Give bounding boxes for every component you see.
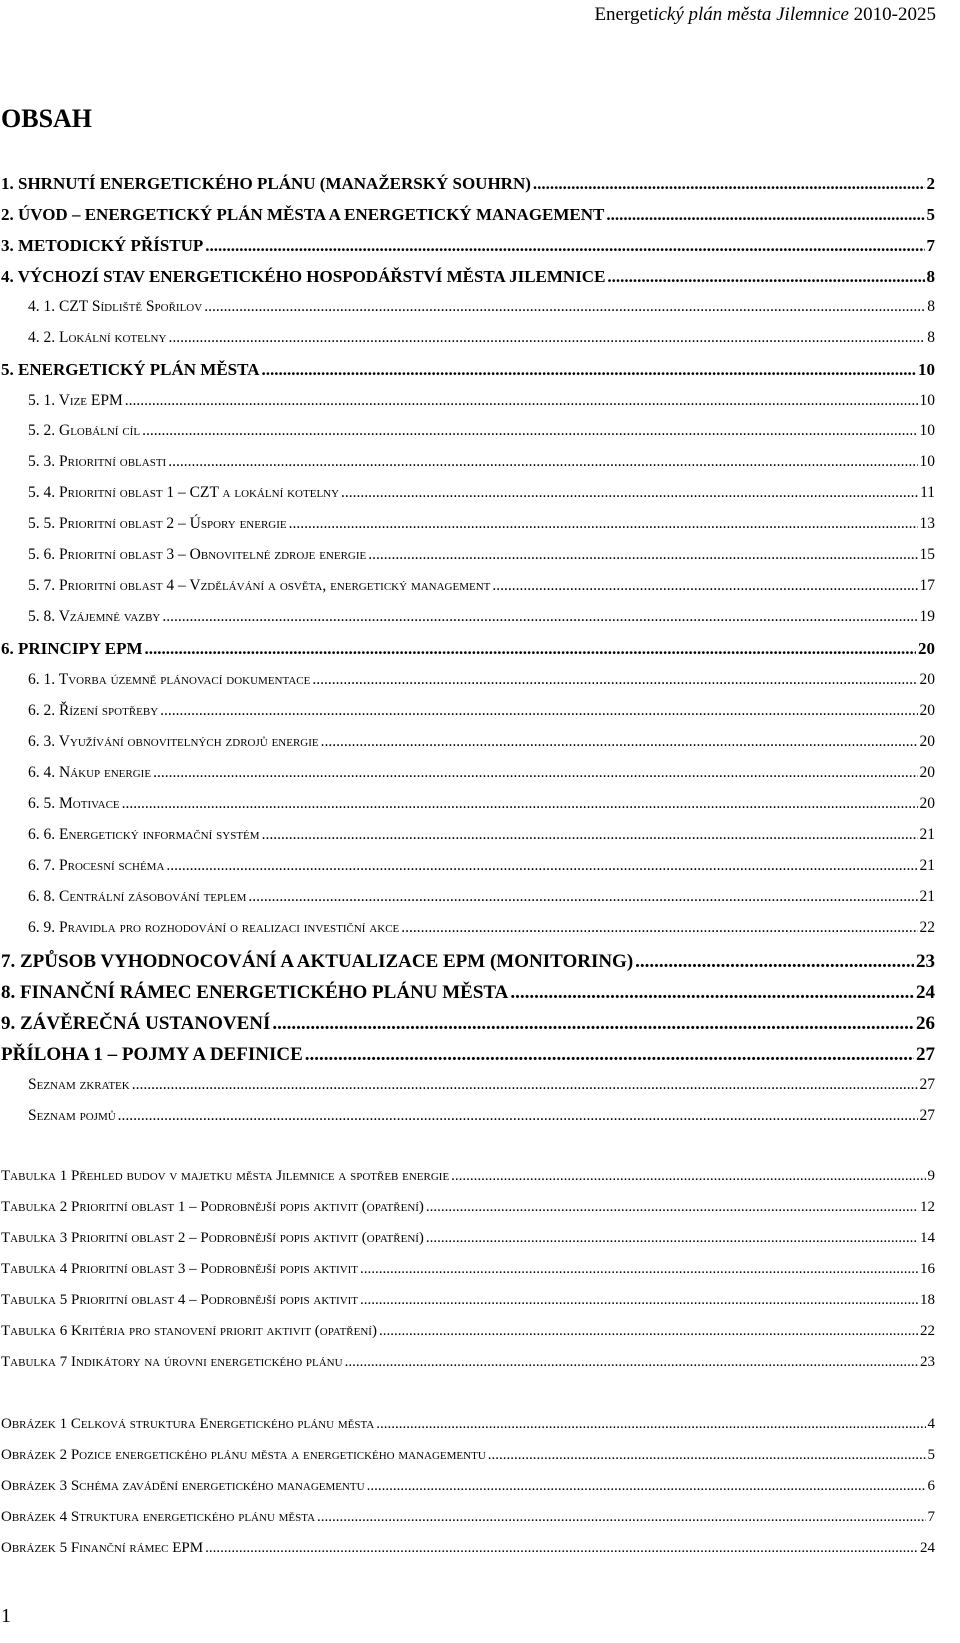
running-header-part2: ický plán města Jilemnice — [653, 4, 849, 25]
table-of-contents — [1, 0, 935, 1643]
toc-entry[interactable] — [28, 453, 935, 475]
toc-entry-label: 6. 5. Motivace — [28, 795, 120, 812]
toc-entry[interactable] — [1, 951, 935, 973]
toc-entry-page: 20 — [919, 671, 935, 688]
toc-entry[interactable] — [1, 267, 935, 289]
toc-dot-leader — [401, 919, 917, 937]
toc-entry-label: Tabulka 2 Prioritní oblast 1 – Podrobnější popis aktivit (opatření) — [1, 1199, 424, 1215]
toc-entry-label: 6. 8. Centrální zásobování teplem — [28, 888, 247, 905]
toc-entry-label: Obrázek 1 Celková struktura Energetického plánu města — [1, 1416, 375, 1432]
toc-entry[interactable] — [1, 1447, 935, 1469]
toc-entry-label: 5. 1. Vize EPM — [28, 392, 123, 409]
toc-heading: OBSAH — [1, 104, 93, 133]
toc-dot-leader — [168, 329, 925, 347]
toc-entry[interactable] — [28, 515, 935, 537]
toc-dot-leader — [166, 857, 917, 875]
toc-dot-leader — [312, 671, 917, 689]
toc-dot-leader — [451, 1168, 925, 1185]
toc-dot-leader — [606, 205, 924, 225]
toc-entry-label: Obrázek 4 Struktura energetického plánu města — [1, 1509, 316, 1525]
toc-entry-label: 6. 4. Nákup energie — [28, 764, 152, 781]
toc-entry-page: 21 — [919, 826, 935, 843]
toc-entry-page: 11 — [920, 484, 935, 501]
toc-entry-label: Tabulka 3 Prioritní oblast 2 – Podrobnější popis aktivit (opatření) — [1, 1230, 424, 1246]
page-number: 1 — [1, 1605, 11, 1627]
toc-entry[interactable] — [1, 1199, 935, 1221]
toc-entry-page: 24 — [920, 1540, 935, 1556]
toc-entry-label: 5. 8. Vzájemné vazby — [28, 608, 161, 625]
toc-entry-label: 5. 4. Prioritní oblast 1 – CZT a lokální kotelny — [28, 484, 340, 501]
toc-entry-page: 19 — [919, 608, 935, 625]
toc-dot-leader — [289, 515, 918, 533]
toc-entry-page: 20 — [919, 702, 935, 719]
toc-entry[interactable] — [28, 671, 935, 693]
toc-entry-page: 27 — [916, 1044, 935, 1065]
toc-entry-page: 21 — [919, 888, 935, 905]
toc-entry-label: Obrázek 2 Pozice energetického plánu města a energetického managementu — [1, 1447, 486, 1463]
toc-dot-leader — [426, 1199, 918, 1216]
toc-dot-leader — [492, 577, 917, 595]
running-header-part3: 2010-2025 — [853, 4, 936, 25]
toc-entry-page: 14 — [920, 1230, 935, 1246]
toc-entry-page: 20 — [919, 764, 935, 781]
toc-entry[interactable] — [28, 608, 935, 630]
toc-entry-page: 7 — [926, 236, 935, 255]
toc-entry[interactable] — [1, 236, 935, 258]
toc-entry-label: 1. SHRNUTÍ ENERGETICKÉHO PLÁNU (MANAŽERSKÝ SOUHRN) — [1, 174, 531, 193]
toc-dot-leader — [368, 546, 917, 564]
toc-dot-leader — [160, 702, 917, 720]
toc-entry-label: 6. 9. Pravidla pro rozhodování o realizaci investiční akce — [28, 919, 400, 936]
toc-dot-leader — [426, 1230, 918, 1247]
toc-entry[interactable] — [28, 329, 935, 351]
toc-entry-label: 9. ZÁVĚREČNÁ USTANOVENÍ — [1, 1013, 271, 1034]
toc-entry-page: 4 — [927, 1416, 935, 1432]
toc-entry[interactable] — [28, 919, 935, 941]
toc-entry[interactable] — [1, 1261, 935, 1283]
toc-dot-leader — [145, 639, 917, 659]
toc-entry-page: 24 — [916, 982, 935, 1003]
toc-entry[interactable] — [28, 795, 935, 817]
toc-entry[interactable] — [1, 1230, 935, 1252]
toc-dot-leader — [272, 1013, 914, 1035]
toc-entry-page: 10 — [919, 392, 935, 409]
toc-dot-leader — [305, 1044, 914, 1066]
toc-dot-leader — [262, 360, 917, 380]
toc-entry[interactable] — [1, 1323, 935, 1345]
toc-entry-page: 6 — [927, 1478, 935, 1494]
toc-entry-page: 12 — [920, 1199, 935, 1215]
toc-entry-label: 6. 1. Tvorba územně plánovací dokumentace — [28, 671, 311, 688]
toc-entry-page: 23 — [916, 951, 935, 972]
toc-entry-page: 27 — [919, 1076, 935, 1093]
toc-dot-leader — [204, 298, 925, 316]
toc-entry-label: 2. ÚVOD – ENERGETICKÝ PLÁN MĚSTA A ENERGETICKÝ MANAGEMENT — [1, 205, 605, 224]
toc-entry-page: 8 — [926, 267, 935, 286]
toc-entry-label: Seznam zkratek — [28, 1076, 130, 1093]
toc-entry[interactable] — [1, 1044, 935, 1066]
toc-entry-label: Tabulka 6 Kritéria pro stanovení priorit aktivit (opatření) — [1, 1323, 377, 1339]
toc-entry-page: 10 — [919, 453, 935, 470]
toc-entry-label: Obrázek 5 Finanční rámec EPM — [1, 1540, 204, 1556]
toc-dot-leader — [510, 982, 914, 1004]
toc-entry-label: 6. 6. Energetický informační systém — [28, 826, 260, 843]
toc-entry[interactable] — [28, 826, 935, 848]
toc-entry-page: 5 — [926, 205, 935, 224]
toc-entry-label: 7. ZPŮSOB VYHODNOCOVÁNÍ A AKTUALIZACE EPM (MONITORING) — [1, 951, 634, 972]
toc-entry[interactable] — [1, 205, 935, 227]
toc-entry-page: 21 — [919, 857, 935, 874]
toc-entry[interactable] — [1, 1478, 935, 1500]
toc-dot-leader — [205, 236, 924, 256]
toc-entry-page: 10 — [918, 360, 935, 379]
toc-entry-label: 5. 6. Prioritní oblast 3 – Obnovitelné zdroje energie — [28, 546, 367, 563]
toc-entry[interactable] — [1, 639, 935, 661]
toc-entry-label: PŘÍLOHA 1 – POJMY A DEFINICE — [1, 1044, 303, 1065]
toc-dot-leader — [205, 1540, 918, 1557]
toc-entry-page: 16 — [920, 1261, 935, 1277]
toc-entry[interactable] — [28, 702, 935, 724]
toc-dot-leader — [379, 1323, 918, 1340]
toc-dot-leader — [360, 1292, 918, 1309]
toc-entry-page: 23 — [920, 1354, 935, 1370]
toc-entry-label: Tabulka 1 Přehled budov v majetku města Jilemnice a spotřeb energie — [1, 1168, 450, 1184]
toc-entry-label: 5. 2. Globální cíl — [28, 422, 141, 439]
toc-dot-leader — [132, 1076, 918, 1094]
toc-entry[interactable] — [1, 1416, 935, 1438]
toc-entry-label: Seznam pojmů — [28, 1107, 116, 1124]
toc-dot-leader — [360, 1261, 918, 1278]
toc-dot-leader — [162, 608, 917, 626]
toc-entry[interactable] — [1, 1509, 935, 1531]
toc-entry[interactable] — [1, 1168, 935, 1190]
toc-entry-label: 6. PRINCIPY EPM — [1, 639, 143, 658]
toc-entry-label: 6. 2. Řízení spotřeby — [28, 702, 159, 719]
toc-entry[interactable] — [28, 422, 935, 444]
toc-entry-page: 5 — [927, 1447, 935, 1463]
toc-entry[interactable] — [1, 174, 935, 196]
toc-entry[interactable] — [28, 546, 935, 568]
toc-entry-page: 18 — [920, 1292, 935, 1308]
toc-dot-leader — [122, 795, 918, 813]
toc-entry[interactable] — [1, 982, 935, 1004]
toc-entry[interactable] — [1, 360, 935, 382]
toc-entry-label: 5. ENERGETICKÝ PLÁN MĚSTA — [1, 360, 260, 379]
toc-entry-label: 5. 7. Prioritní oblast 4 – Vzdělávání a osvěta, energetický management — [28, 577, 491, 594]
toc-entry-label: 3. METODICKÝ PŘÍSTUP — [1, 236, 204, 255]
toc-entry-label: 4. VÝCHOZÍ STAV ENERGETICKÉHO HOSPODÁŘSTVÍ MĚSTA JILEMNICE — [1, 267, 606, 286]
toc-entry-page: 27 — [919, 1107, 935, 1124]
toc-entry-page: 20 — [919, 795, 935, 812]
toc-entry-label: 8. FINANČNÍ RÁMEC ENERGETICKÉHO PLÁNU MĚSTA — [1, 982, 509, 1003]
toc-dot-leader — [367, 1478, 926, 1495]
toc-entry-page: 22 — [920, 1323, 935, 1339]
toc-entry-page: 13 — [919, 515, 935, 532]
toc-entry-page: 9 — [927, 1168, 935, 1184]
toc-entry-page: 15 — [919, 546, 935, 563]
toc-entry[interactable] — [28, 1076, 935, 1098]
toc-entry[interactable] — [1, 1013, 935, 1035]
toc-entry-label: Tabulka 4 Prioritní oblast 3 – Podrobnější popis aktivit — [1, 1261, 359, 1277]
toc-entry-label: 5. 3. Prioritní oblasti — [28, 453, 167, 470]
toc-entry-label: 4. 1. CZT Sídliště Spořilov — [28, 298, 203, 315]
toc-entry[interactable] — [28, 733, 935, 755]
toc-dot-leader — [376, 1416, 925, 1433]
toc-entry[interactable] — [1, 1354, 935, 1376]
toc-entry[interactable] — [28, 484, 935, 506]
toc-entry-label: Obrázek 3 Schéma zavádění energetického managementu — [1, 1478, 365, 1494]
toc-entry-page: 8 — [927, 329, 935, 346]
toc-dot-leader — [168, 453, 917, 471]
toc-dot-leader — [341, 484, 918, 502]
toc-entry[interactable] — [1, 1540, 935, 1562]
toc-entry[interactable] — [28, 392, 935, 414]
toc-dot-leader — [248, 888, 917, 906]
toc-dot-leader — [153, 764, 917, 782]
toc-entry[interactable] — [1, 1292, 935, 1314]
toc-entry-page: 10 — [919, 422, 935, 439]
toc-entry-page: 7 — [927, 1509, 935, 1525]
toc-dot-leader — [321, 733, 918, 751]
toc-entry[interactable] — [28, 857, 935, 879]
toc-entry-page: 20 — [919, 733, 935, 750]
toc-entry-label: Tabulka 5 Prioritní oblast 4 – Podrobnější popis aktivit — [1, 1292, 359, 1308]
toc-entry-page: 26 — [916, 1013, 935, 1034]
toc-dot-leader — [317, 1509, 925, 1526]
toc-entry-page: 8 — [927, 298, 935, 315]
toc-dot-leader — [635, 951, 914, 973]
toc-entry-label: 6. 7. Procesní schéma — [28, 857, 165, 874]
toc-entry-label: 6. 3. Využívání obnovitelných zdrojů energie — [28, 733, 319, 750]
toc-entry-page: 20 — [918, 639, 935, 658]
toc-dot-leader — [142, 422, 917, 440]
toc-dot-leader — [345, 1354, 918, 1371]
toc-dot-leader — [118, 1107, 918, 1125]
toc-dot-leader — [262, 826, 918, 844]
toc-entry-label: Tabulka 7 Indikátory na úrovni energetického plánu — [1, 1354, 343, 1370]
toc-entry-label: 4. 2. Lokální kotelny — [28, 329, 167, 346]
toc-dot-leader — [607, 267, 924, 287]
toc-entry-page: 2 — [926, 174, 935, 193]
toc-dot-leader — [488, 1447, 926, 1464]
toc-entry[interactable] — [28, 1107, 935, 1129]
toc-dot-leader — [533, 174, 925, 194]
running-header-part1: Energet — [594, 4, 654, 25]
toc-entry[interactable] — [28, 577, 935, 599]
toc-entry[interactable] — [28, 888, 935, 910]
toc-entry[interactable] — [28, 298, 935, 320]
toc-entry-page: 22 — [919, 919, 935, 936]
toc-entry-page: 17 — [919, 577, 935, 594]
toc-entry[interactable] — [28, 764, 935, 786]
toc-dot-leader — [125, 392, 918, 410]
toc-entry-label: 5. 5. Prioritní oblast 2 – Úspory energie — [28, 515, 287, 532]
